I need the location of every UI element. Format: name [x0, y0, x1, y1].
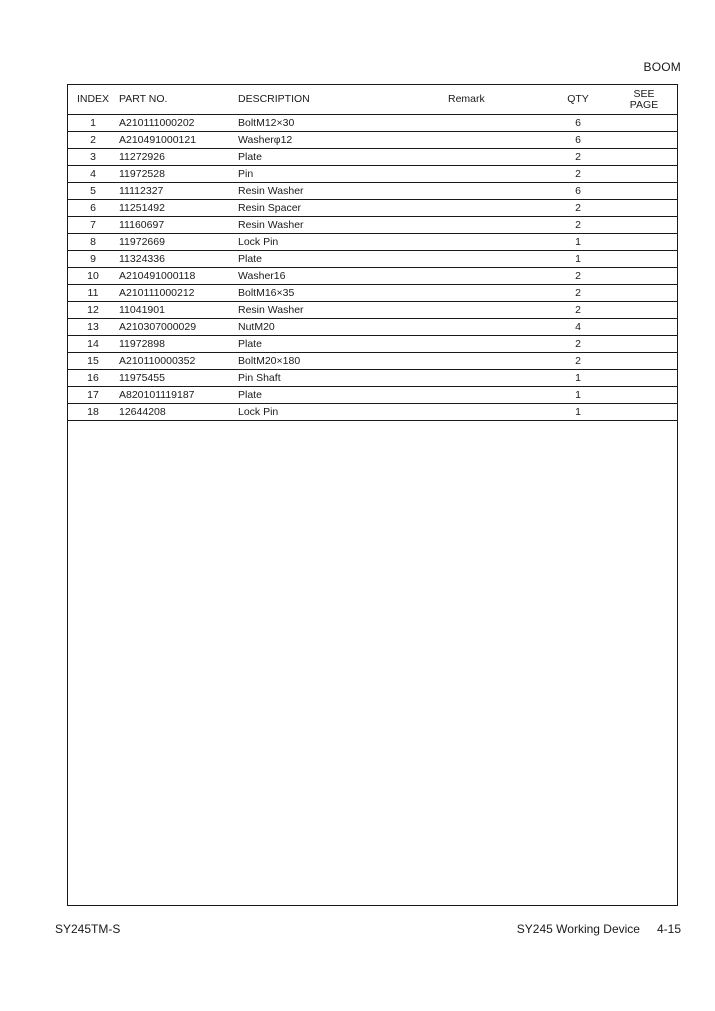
cell-description: Resin Washer [238, 217, 446, 234]
footer-chapter-page [517, 922, 681, 936]
table-row [68, 370, 677, 387]
table-row [68, 268, 677, 285]
cell-description: Resin Spacer [238, 200, 446, 217]
cell-remark [446, 149, 545, 166]
cell-index: 2 [68, 132, 118, 149]
cell-remark [446, 319, 545, 336]
cell-see-page [611, 336, 677, 353]
table-row [68, 404, 677, 421]
cell-index: 16 [68, 370, 118, 387]
parts-table [68, 85, 677, 421]
cell-part-no: A210111000202 [118, 115, 238, 132]
cell-remark [446, 353, 545, 370]
see-page-line-1: SEE [633, 87, 655, 100]
table-row [68, 251, 677, 268]
cell-description: Plate [238, 336, 446, 353]
cell-index: 17 [68, 387, 118, 404]
cell-part-no: 11041901 [118, 302, 238, 319]
table-row [68, 132, 677, 149]
cell-remark [446, 387, 545, 404]
table-row [68, 115, 677, 132]
cell-remark [446, 183, 545, 200]
cell-remark [446, 251, 545, 268]
cell-qty: 2 [545, 268, 611, 285]
cell-qty: 1 [545, 251, 611, 268]
cell-see-page [611, 319, 677, 336]
cell-index: 18 [68, 404, 118, 421]
cell-index: 9 [68, 251, 118, 268]
footer-chapter: SY245 Working Device [516, 922, 640, 936]
table-row [68, 166, 677, 183]
cell-part-no: 11972669 [118, 234, 238, 251]
table-row [68, 149, 677, 166]
table-row [68, 183, 677, 200]
cell-qty: 1 [545, 387, 611, 404]
cell-part-no: 11975455 [118, 370, 238, 387]
cell-see-page [611, 115, 677, 132]
cell-see-page [611, 387, 677, 404]
cell-see-page [611, 353, 677, 370]
cell-part-no: A210111000212 [118, 285, 238, 302]
table-row [68, 387, 677, 404]
cell-qty: 1 [545, 404, 611, 421]
column-header-index: INDEX [68, 85, 118, 115]
cell-description: BoltM16×35 [238, 285, 446, 302]
cell-see-page [611, 285, 677, 302]
cell-part-no: A820101119187 [118, 387, 238, 404]
cell-part-no: 11272926 [118, 149, 238, 166]
cell-qty: 2 [545, 285, 611, 302]
header-row [68, 85, 677, 115]
cell-see-page [611, 183, 677, 200]
table-row [68, 234, 677, 251]
cell-see-page [611, 268, 677, 285]
cell-remark [446, 268, 545, 285]
cell-part-no: 11251492 [118, 200, 238, 217]
cell-remark [446, 234, 545, 251]
table-row [68, 353, 677, 370]
cell-qty: 2 [545, 336, 611, 353]
cell-qty: 2 [545, 149, 611, 166]
cell-index: 6 [68, 200, 118, 217]
cell-see-page [611, 132, 677, 149]
cell-description: BoltM12×30 [238, 115, 446, 132]
cell-index: 12 [68, 302, 118, 319]
cell-description: Pin Shaft [238, 370, 446, 387]
cell-index: 14 [68, 336, 118, 353]
cell-qty: 1 [545, 370, 611, 387]
cell-qty: 2 [545, 217, 611, 234]
cell-see-page [611, 217, 677, 234]
cell-description: Resin Washer [238, 183, 446, 200]
cell-remark [446, 404, 545, 421]
cell-qty: 6 [545, 183, 611, 200]
cell-part-no: A210307000029 [118, 319, 238, 336]
cell-index: 7 [68, 217, 118, 234]
cell-part-no: 11324336 [118, 251, 238, 268]
cell-see-page [611, 404, 677, 421]
cell-remark [446, 336, 545, 353]
cell-index: 11 [68, 285, 118, 302]
column-header-remark: Remark [446, 85, 545, 115]
cell-description: Resin Washer [238, 302, 446, 319]
cell-qty: 1 [545, 234, 611, 251]
cell-part-no: A210491000121 [118, 132, 238, 149]
table-row [68, 336, 677, 353]
footer-page-number: 4-15 [656, 922, 681, 936]
cell-see-page [611, 166, 677, 183]
cell-description: Plate [238, 149, 446, 166]
cell-index: 8 [68, 234, 118, 251]
cell-remark [446, 200, 545, 217]
cell-remark [446, 302, 545, 319]
cell-qty: 4 [545, 319, 611, 336]
cell-index: 5 [68, 183, 118, 200]
cell-see-page [611, 149, 677, 166]
column-header-see-page [611, 85, 677, 115]
cell-part-no: 11972528 [118, 166, 238, 183]
parts-list-frame [67, 84, 678, 906]
cell-remark [446, 115, 545, 132]
parts-table-header [68, 85, 677, 115]
cell-remark [446, 132, 545, 149]
cell-part-no: A210110000352 [118, 353, 238, 370]
cell-qty: 6 [545, 115, 611, 132]
cell-description: Washerφ12 [238, 132, 446, 149]
table-row [68, 302, 677, 319]
cell-description: Pin [238, 166, 446, 183]
cell-remark [446, 217, 545, 234]
cell-qty: 6 [545, 132, 611, 149]
cell-see-page [611, 251, 677, 268]
table-row [68, 200, 677, 217]
cell-remark [446, 370, 545, 387]
cell-index: 13 [68, 319, 118, 336]
table-row [68, 319, 677, 336]
table-row [68, 217, 677, 234]
cell-description: BoltM20×180 [238, 353, 446, 370]
cell-remark [446, 166, 545, 183]
cell-description: NutM20 [238, 319, 446, 336]
cell-description: Lock Pin [238, 404, 446, 421]
cell-part-no: 11112327 [118, 183, 238, 200]
cell-qty: 2 [545, 200, 611, 217]
section-title: BOOM [643, 60, 681, 74]
cell-qty: 2 [545, 353, 611, 370]
cell-see-page [611, 200, 677, 217]
cell-index: 10 [68, 268, 118, 285]
footer-model: SY245TM-S [55, 922, 121, 936]
cell-description: Plate [238, 387, 446, 404]
cell-index: 3 [68, 149, 118, 166]
column-header-description: DESCRIPTION [238, 85, 446, 115]
parts-table-body [68, 115, 677, 421]
cell-see-page [611, 234, 677, 251]
cell-part-no: A210491000118 [118, 268, 238, 285]
cell-description: Washer16 [238, 268, 446, 285]
cell-qty: 2 [545, 166, 611, 183]
cell-part-no: 11160697 [118, 217, 238, 234]
column-header-qty: QTY [545, 85, 611, 115]
cell-index: 15 [68, 353, 118, 370]
cell-see-page [611, 302, 677, 319]
cell-part-no: 11972898 [118, 336, 238, 353]
column-header-part-no: PART NO. [118, 85, 238, 115]
see-page-line-2: PAGE [629, 98, 659, 111]
cell-index: 4 [68, 166, 118, 183]
cell-qty: 2 [545, 302, 611, 319]
cell-description: Plate [238, 251, 446, 268]
cell-description: Lock Pin [238, 234, 446, 251]
table-row [68, 285, 677, 302]
cell-see-page [611, 370, 677, 387]
cell-part-no: 12644208 [118, 404, 238, 421]
cell-index: 1 [68, 115, 118, 132]
cell-remark [446, 285, 545, 302]
